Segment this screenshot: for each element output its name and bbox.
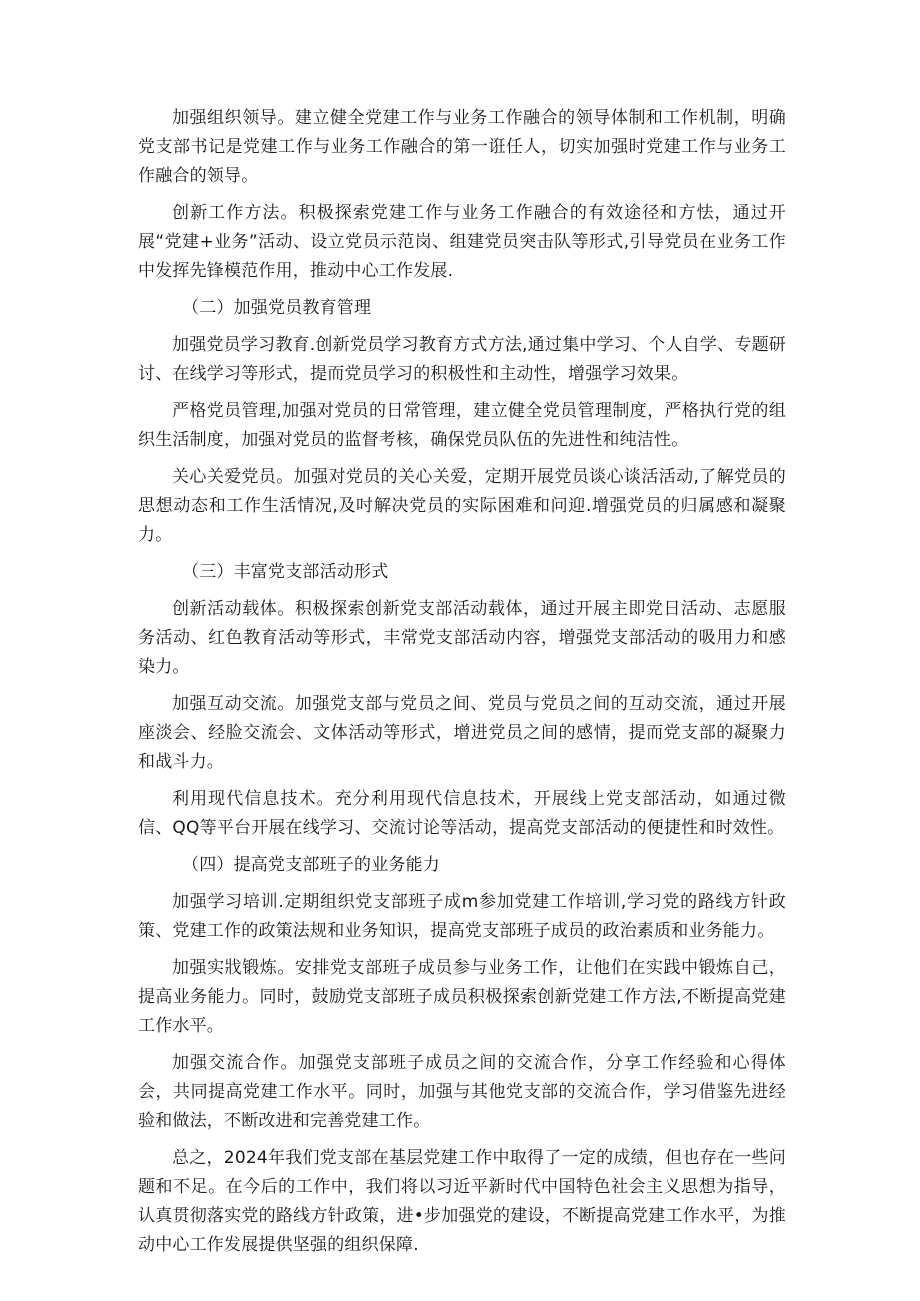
paragraph-strengthen-leadership: 加强组织领导。建立健全党建工作与业务工作融合的领导体制和工作机制，明确党支部书记是党建工作与业务工作融合的第一诳任人，切实加强时党建工作与业务工作融合的领导。 [138, 108, 786, 186]
section-heading-3: （三）丰富党支部活动形式 [182, 562, 389, 582]
paragraph-member-study: 加强党员学习教育.创新党员学习教育方式方法,通过集中学习、个人自学、专题研讨、在线学习等形式，提而党员学习的积极性和主动性，增强学习效果。 [138, 335, 786, 384]
paragraph-conclusion: 总之，2024年我们党支部在基层党建工作中取得了一定的成绩，但也存在一些问题和不足。在今后的工作中，我们将以习近平新时代中国特色社会主义思想为指导，认真贯彻落实党的路线方针政策，进•步加强党的建设，不断提高党建工作水平，为推动中心工作发展提供坚强的组织保障. [138, 1148, 786, 1255]
paragraph-activity-carriers: 创新活动载体。积极探索创新党支部活动载体，通过开展主即党日活动、志愿服务活动、红色教育活动等形式，丰常党支部活动内容，增强党支部活动的吸用力和感染力。 [138, 599, 786, 677]
section-heading-4: （四）提高党支部班子的业务能力 [182, 855, 440, 875]
paragraph-member-management: 严格党员管理,加强对党员的日常管理，建立健全党员管理制度，严格执行党的组织生活制度，加强对党员的监督考核，确保党员队伍的先进性和纯洁性。 [138, 401, 786, 450]
paragraph-innovate-methods: 创新工作方法。积极探索党建工作与业务工作融合的有效途径和方怯，通过开展“党建+业务”活动、设立党员示范岗、组建党员突击队等形式,引导党员在业务工作中发挥先锋模范作用，推动中心工作发展. [138, 203, 786, 281]
paragraph-member-care: 关心关爱党员。加强对党员的关心关爱，定期开展党员谈心谈活活动,了解党员的思想动态和工作生活情况,及吋解决党员的实际困难和问迎.增强党员的归属感和凝聚力。 [138, 467, 786, 545]
paragraph-cooperation: 加强交流合作。加强党支部班子成员之间的交流合作，分享工作经验和心得体会，共同提高党建工作水平。同时，加强与其他党支部的交流合作，学习借鉴先进经验和做法，不断改进和完善党建工作。 [138, 1053, 786, 1131]
section-heading-2: （二）加强党员教育管理 [182, 298, 372, 318]
paragraph-practice: 加强实戕锻炼。安排党支部班子成员参与业务工作，让他们在实践中锻炼自己，提高业务能力。同时，鼓励党支部班子成员积极探索创新党建工作方法,不断提高党建工作水平。 [138, 958, 786, 1036]
document-body [138, 104, 786, 1268]
paragraph-interaction-exchange: 加强互动交流。加强党支部与党员之间、党员与党员之间的互动交流，通过开展座淡会、经脸交流会、文体活动等形式，增进党员之间的感情，提而党支部的凝聚力和战斗力。 [138, 694, 786, 772]
paragraph-modern-it: 利用现代信息技术。充分利用现代信息技术，开展线上党支部活动，如通过微信、QQ等平台开展在线学习、交流讨论等活动，提高党支部活动的便捷性和时效性。 [138, 789, 786, 838]
paragraph-training: 加强学习培训.定期组织党支部班子成m参加党建工作培训,学习党的路线方针政策、党建工作的政策法规和业务知识，提高党支部班子成员的政治素质和业务能力。 [138, 892, 786, 941]
